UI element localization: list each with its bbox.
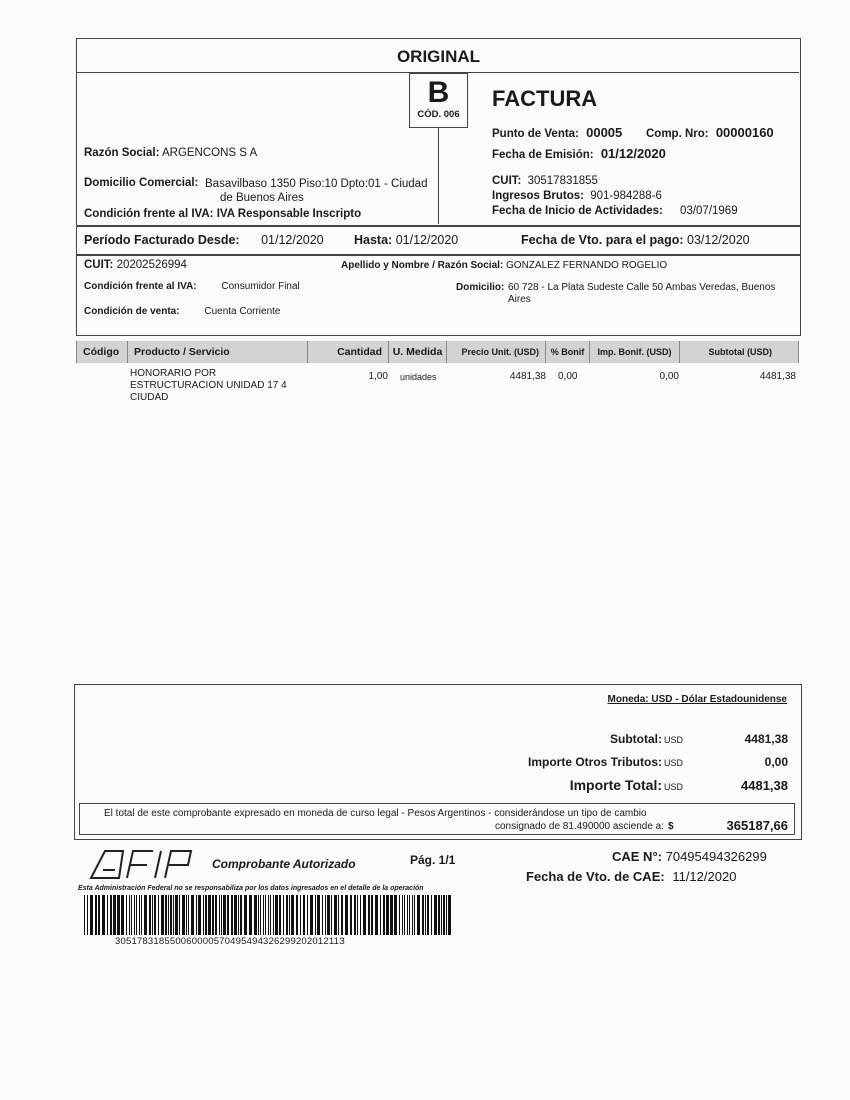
row-producto <box>130 368 310 404</box>
barcode-bar <box>422 895 424 935</box>
total-value: 4481,38 <box>741 778 788 793</box>
barcode-bar <box>188 895 189 935</box>
row-producto-line-3: CIUDAD <box>130 392 169 403</box>
col-subtotal: Subtotal (USD) <box>680 341 799 363</box>
inicio-actividades <box>492 205 738 217</box>
barcode-bar <box>409 895 410 935</box>
col-bonif-imp: Imp. Bonif. (USD) <box>590 341 680 363</box>
barcode-bar <box>334 895 337 935</box>
issuer-iva-label: Condición frente al IVA: <box>84 208 214 220</box>
client-venta-label: Condición de venta: <box>84 306 180 317</box>
client-domicilio-value <box>508 282 793 306</box>
razon-social <box>84 147 257 159</box>
row-bonif-pct: 0,00 <box>558 371 578 382</box>
barcode-bar <box>196 895 197 935</box>
barcode-bar <box>223 895 226 935</box>
row-precio: 4481,38 <box>509 371 546 382</box>
cae-value: 70495494326299 <box>665 849 767 864</box>
barcode-bar <box>131 895 132 935</box>
client-cuit-value: 20202526994 <box>116 259 187 271</box>
barcode-bar <box>254 895 257 935</box>
comp-nro-value: 00000160 <box>715 125 774 140</box>
client-cuit <box>84 259 187 271</box>
barcode-bar <box>227 895 229 935</box>
barcode-bar <box>152 895 153 935</box>
barcode-bar <box>244 895 247 935</box>
letter-box <box>409 73 468 128</box>
comp-nro-label: Comp. Nro: <box>646 128 709 140</box>
barcode-bar <box>390 895 393 935</box>
barcode-bar <box>399 895 400 935</box>
barcode-bar <box>327 895 330 935</box>
barcode-bar <box>386 895 389 935</box>
period-hasta-value: 01/12/2020 <box>395 233 459 247</box>
inicio-actividades-value: 03/07/1969 <box>680 205 738 217</box>
barcode-bar <box>102 895 105 935</box>
legal-line-2: consignado de 81.490000 asciende a: <box>494 821 664 832</box>
invoice-code: CÓD. 006 <box>417 109 460 120</box>
afip-logo <box>89 848 197 880</box>
barcode-bar <box>289 895 290 935</box>
ingresos-brutos-value: 901-984288-6 <box>590 190 662 202</box>
punto-venta-value: 00005 <box>586 125 623 140</box>
barcode-bar <box>325 895 326 935</box>
barcode-bar <box>303 895 305 935</box>
cae-label: CAE N°: <box>612 849 662 864</box>
barcode-bar <box>121 895 124 935</box>
client-domicilio-line-1: 60 728 - La Plata Sudeste Calle 50 Ambas Veredas, Buenos <box>508 282 776 293</box>
barcode-bar <box>322 895 323 935</box>
barcode-bar <box>402 895 403 935</box>
barcode-bar <box>315 895 316 935</box>
disclaimer: Esta Administración Federal no se responsabiliza por los datos ingresados en el detalle de la operación <box>78 885 424 892</box>
barcode-bar <box>136 895 137 935</box>
period-hasta <box>354 233 458 247</box>
comprobante-autorizado: Comprobante Autorizado <box>212 857 356 871</box>
barcode-bar <box>286 895 288 935</box>
period-desde <box>84 233 324 247</box>
moneda: Moneda: USD - Dólar Estadounidense <box>607 694 787 705</box>
barcode-bar <box>258 895 259 935</box>
barcode-bar <box>107 895 108 935</box>
col-codigo: Código <box>76 341 128 363</box>
barcode-bar <box>375 895 378 935</box>
row-producto-line-2: ESTRUCTURACION UNIDAD 17 4 <box>130 380 287 391</box>
barcode-bar <box>144 895 147 935</box>
otros-tributos-value: 0,00 <box>764 755 788 769</box>
barcode-bar <box>291 895 294 935</box>
client-nombre-value: GONZALEZ FERNANDO ROGELIO <box>506 260 668 271</box>
barcode-bar <box>331 895 332 935</box>
client-domicilio-label: Domicilio: <box>456 282 505 293</box>
barcode-bar <box>341 895 343 935</box>
afip-logo-graphic <box>89 848 197 880</box>
issuer-iva-value: IVA Responsable Inscripto <box>216 208 362 220</box>
barcode-bar <box>380 895 381 935</box>
period-vto <box>521 233 750 247</box>
barcode-bar <box>338 895 339 935</box>
otros-tributos-currency: USD <box>664 758 684 768</box>
barcode-bar <box>360 895 361 935</box>
barcode-bar <box>165 895 167 935</box>
cae-vto-label: Fecha de Vto. de CAE: <box>526 869 665 884</box>
issuer-cuit <box>492 175 598 187</box>
row-producto-line-1: HONORARIO POR <box>130 368 217 379</box>
barcode-bar <box>283 895 284 935</box>
barcode-bar <box>431 895 432 935</box>
barcode-bar <box>198 895 201 935</box>
barcode-bar <box>448 895 451 935</box>
client-venta-value: Cuenta Corriente <box>204 306 281 317</box>
col-unidad: U. Medida <box>389 341 447 363</box>
barcode-bar <box>219 895 220 935</box>
col-precio: Precio Unit. (USD) <box>447 341 546 363</box>
barcode-bar <box>263 895 264 935</box>
inicio-actividades-label: Fecha de Inicio de Actividades: <box>492 205 663 217</box>
barcode-bar <box>345 895 348 935</box>
cae <box>612 849 767 864</box>
barcode-bar <box>221 895 222 935</box>
ingresos-brutos <box>492 190 662 202</box>
ingresos-brutos-label: Ingresos Brutos: <box>492 190 585 202</box>
barcode-bar <box>354 895 356 935</box>
punto-venta <box>492 125 622 140</box>
fecha-emision <box>492 146 666 161</box>
client-iva <box>84 281 300 292</box>
barcode-bar <box>90 895 93 935</box>
cae-vto-value: 11/12/2020 <box>672 869 737 884</box>
barcode-bar <box>273 895 274 935</box>
period-hasta-label: Hasta: <box>354 233 393 247</box>
issuer-cuit-value: 30517831855 <box>527 175 598 187</box>
barcode-bar <box>154 895 156 935</box>
barcode-bar <box>307 895 308 935</box>
issuer-cuit-label: CUIT: <box>492 175 522 187</box>
barcode-bar <box>310 895 313 935</box>
header-vertical-divider <box>438 126 439 224</box>
barcode-number: 30517831855006000057049549432629920201211З <box>115 936 346 947</box>
copy-label: ORIGINAL <box>396 47 481 66</box>
barcode-bar <box>158 895 159 935</box>
barcode-bar <box>296 895 298 935</box>
col-cantidad: Cantidad <box>308 341 389 363</box>
row-cantidad: 1,00 <box>368 371 388 382</box>
barcode-bar <box>231 895 233 935</box>
punto-venta-label: Punto de Venta: <box>492 128 579 140</box>
barcode-bar <box>368 895 370 935</box>
client-nombre-label: Apellido y Nombre / Razón Social: <box>341 260 504 271</box>
barcode-bar <box>427 895 429 935</box>
barcode-bar <box>434 895 437 935</box>
barcode-bar <box>98 895 100 935</box>
period-desde-label: Período Facturado Desde: <box>84 233 240 247</box>
barcode-bar <box>300 895 301 935</box>
domicilio-comercial-value <box>205 177 437 205</box>
barcode-bar <box>139 895 140 935</box>
barcode-bar <box>84 895 85 935</box>
period-desde-value: 01/12/2020 <box>261 233 324 247</box>
client-cuit-label: CUIT: <box>84 259 114 271</box>
barcode-bar <box>260 895 261 935</box>
invoice-letter: B <box>427 76 450 109</box>
barcode-bar <box>407 895 408 935</box>
razon-social-value: ARGENCONS S A <box>161 147 258 159</box>
barcode-bar <box>117 895 120 935</box>
domicilio-line-1: Basavilbaso 1350 Piso:10 Dpto:01 - Ciudad <box>205 178 428 190</box>
row-subtotal: 4481,38 <box>759 371 796 382</box>
barcode-bar <box>394 895 397 935</box>
barcode-bar <box>404 895 405 935</box>
barcode-bar <box>446 895 447 935</box>
barcode-bar <box>87 895 88 935</box>
client-domicilio-line-2: Aires <box>508 294 531 305</box>
total-label: Importe Total: <box>569 777 662 793</box>
barcode-bar <box>175 895 178 935</box>
legal-currency: $ <box>668 821 674 832</box>
barcode-bar <box>357 895 358 935</box>
barcode-bar <box>441 895 442 935</box>
barcode-bar <box>317 895 320 935</box>
barcode-bar <box>268 895 269 935</box>
barcode-bar <box>350 895 352 935</box>
barcode-bar <box>443 895 445 935</box>
barcode-bar <box>240 895 242 935</box>
doc-type: FACTURA <box>492 86 598 111</box>
barcode-bar <box>270 895 271 935</box>
barcode <box>84 895 454 935</box>
barcode-bar <box>265 895 266 935</box>
barcode-bar <box>205 895 207 935</box>
barcode-bar <box>275 895 278 935</box>
barcode-bar <box>134 895 135 935</box>
barcode-bar <box>438 895 440 935</box>
period-vto-label: Fecha de Vto. para el pago: <box>521 233 684 247</box>
legal-total: 365187,66 <box>726 818 788 833</box>
fecha-emision-label: Fecha de Emisión: <box>492 149 594 161</box>
domicilio-comercial-label: Domicilio Comercial: <box>84 177 199 189</box>
barcode-bar <box>168 895 169 935</box>
barcode-bar <box>186 895 187 935</box>
client-iva-value: Consumidor Final <box>221 281 300 292</box>
barcode-bar <box>412 895 413 935</box>
barcode-bar <box>417 895 420 935</box>
barcode-bar <box>414 895 415 935</box>
total-currency: USD <box>664 782 684 792</box>
barcode-bar <box>371 895 373 935</box>
barcode-bar <box>113 895 116 935</box>
barcode-bar <box>141 895 142 935</box>
barcode-bar <box>173 895 174 935</box>
row-unidad: unidades <box>400 372 437 382</box>
barcode-bar <box>234 895 237 935</box>
client-nombre <box>341 260 667 271</box>
row-bonif-imp: 0,00 <box>659 371 679 382</box>
col-bonif-pct: % Bonif <box>546 341 590 363</box>
barcode-bar <box>110 895 112 935</box>
barcode-bar <box>249 895 252 935</box>
barcode-bar <box>170 895 172 935</box>
subtotal-value: 4481,38 <box>744 732 788 746</box>
col-producto: Producto / Servicio <box>128 341 308 363</box>
barcode-bar <box>203 895 204 935</box>
fecha-emision-value: 01/12/2020 <box>600 146 666 161</box>
client-iva-label: Condición frente al IVA: <box>84 281 197 292</box>
barcode-bar <box>126 895 127 935</box>
legal-line-1: El total de este comprobante expresado en moneda de curso legal - Pesos Argentinos - considerándose un tipo de cambio <box>104 808 647 819</box>
barcode-bar <box>363 895 366 935</box>
barcode-bar <box>182 895 185 935</box>
issuer-iva <box>84 208 361 220</box>
razon-social-label: Razón Social: <box>84 147 160 159</box>
client-venta <box>84 306 281 317</box>
barcode-bar <box>129 895 130 935</box>
barcode-bar <box>191 895 194 935</box>
barcode-bar <box>208 895 211 935</box>
barcode-bar <box>179 895 180 935</box>
barcode-bar <box>149 895 151 935</box>
barcode-bar <box>161 895 164 935</box>
subtotal-currency: USD <box>664 735 684 745</box>
comp-nro <box>646 125 774 140</box>
barcode-bar <box>212 895 214 935</box>
barcode-bar <box>95 895 97 935</box>
barcode-bar <box>238 895 239 935</box>
domicilio-line-2: de Buenos Aires <box>220 192 304 204</box>
barcode-bar <box>215 895 217 935</box>
pagina: Pág. 1/1 <box>410 853 456 867</box>
barcode-bar <box>383 895 385 935</box>
otros-tributos-label: Importe Otros Tributos: <box>527 755 662 769</box>
barcode-bar <box>425 895 426 935</box>
period-vto-value: 03/12/2020 <box>687 233 750 247</box>
barcode-bar <box>279 895 281 935</box>
cae-vto <box>526 869 736 884</box>
subtotal-label: Subtotal: <box>610 732 662 746</box>
